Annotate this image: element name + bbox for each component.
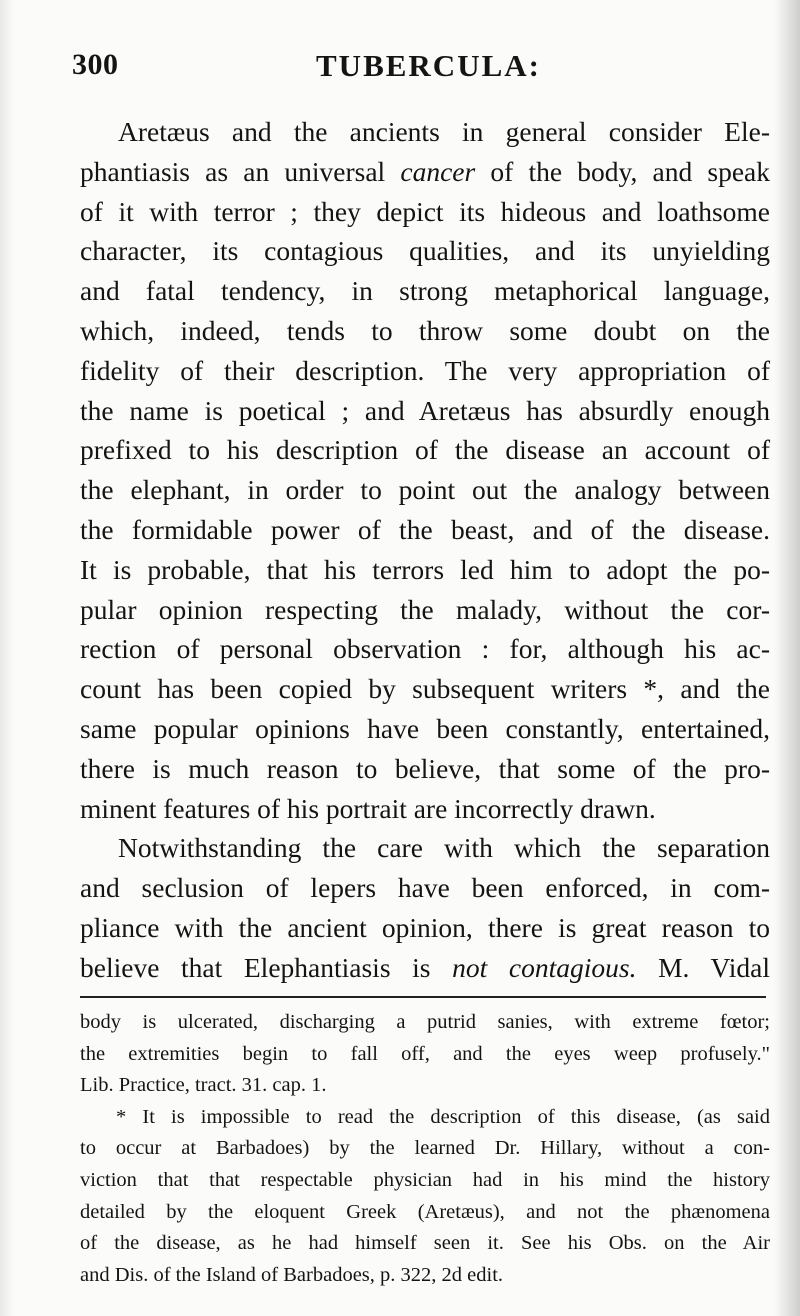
body-line: It is probable, that his terrors led him to adopt the po- <box>80 553 770 585</box>
footnote-line: * It is impossible to read the description of this disease, (as said <box>116 1105 770 1128</box>
footnote-line: of the disease, as he had himself seen it. See his Obs. on the Air <box>80 1232 770 1255</box>
body-line <box>80 948 770 988</box>
body-line <box>80 152 770 192</box>
running-title: TUBERCULA: <box>316 48 541 83</box>
body-line: pliance with the ancient opinion, there is great reason to <box>80 911 770 943</box>
body-line: rection of personal observation : for, although his ac- <box>80 633 770 665</box>
footnote-rule <box>80 996 766 998</box>
body-line: there is much reason to believe, that some of the pro- <box>80 752 770 784</box>
body-line: of it with terror ; they depict its hideous and loathsome <box>80 195 770 227</box>
page-edge-shadow <box>774 0 800 1316</box>
body-line: and seclusion of lepers have been enforced, in com- <box>80 872 770 904</box>
body-line: Notwithstanding the care with which the separation <box>118 832 770 864</box>
body-line: count has been copied by subsequent writers *, and the <box>80 673 770 705</box>
footnote-line: Lib. Practice, tract. 31. cap. 1. <box>80 1074 327 1097</box>
italic-phrase: not contagious. <box>452 951 637 983</box>
italic-phrase: cancer <box>400 155 476 187</box>
page-number: 300 <box>72 48 119 81</box>
running-head <box>72 44 762 88</box>
body-line: prefixed to his description of the disease an account of <box>80 434 770 466</box>
body-line-part: phantiasis as an universal cancer of the body, and speak <box>80 155 771 187</box>
body-line: fidelity of their description. The very appropriation of <box>80 354 770 386</box>
body-line: the elephant, in order to point out the analogy between <box>80 474 770 506</box>
body-line: character, its contagious qualities, and its unyielding <box>80 235 770 267</box>
footnote-line: viction that that respectable physician had in his mind the history <box>80 1168 770 1191</box>
footnotes <box>80 1007 770 1291</box>
body-line: pular opinion respecting the malady, without the cor- <box>80 593 770 625</box>
footnote-line: to occur at Barbadoes) by the learned Dr. Hillary, without a con- <box>80 1137 770 1160</box>
footnote-line: the extremities begin to fall off, and the eyes weep profusely." <box>80 1042 770 1065</box>
body-line: the name is poetical ; and Aretæus has absurdly enough <box>80 394 770 426</box>
footnote-line: and Dis. of the Island of Barbadoes, p. 322, 2d edit. <box>80 1263 504 1286</box>
body-line: the formidable power of the beast, and of the disease. <box>80 513 770 545</box>
body-line: same popular opinions have been constantly, entertained, <box>80 712 770 744</box>
body-line: which, indeed, tends to throw some doubt on the <box>80 314 770 346</box>
body-line: minent features of his portrait are incorrectly drawn. <box>80 792 656 824</box>
gutter-shadow <box>0 0 14 1316</box>
footnote-line: detailed by the eloquent Greek (Aretæus), and not the phænomena <box>80 1200 770 1223</box>
body-line: Aretæus and the ancients in general consider Ele- <box>118 116 770 147</box>
body-line: and fatal tendency, in strong metaphorical language, <box>80 275 770 307</box>
body-text <box>80 112 770 988</box>
body-line-part: believe that Elephantiasis is not contagious. M. Vidal <box>80 951 770 983</box>
footnote-line: body is ulcerated, discharging a putrid sanies, with extreme fœtor; <box>80 1011 770 1033</box>
